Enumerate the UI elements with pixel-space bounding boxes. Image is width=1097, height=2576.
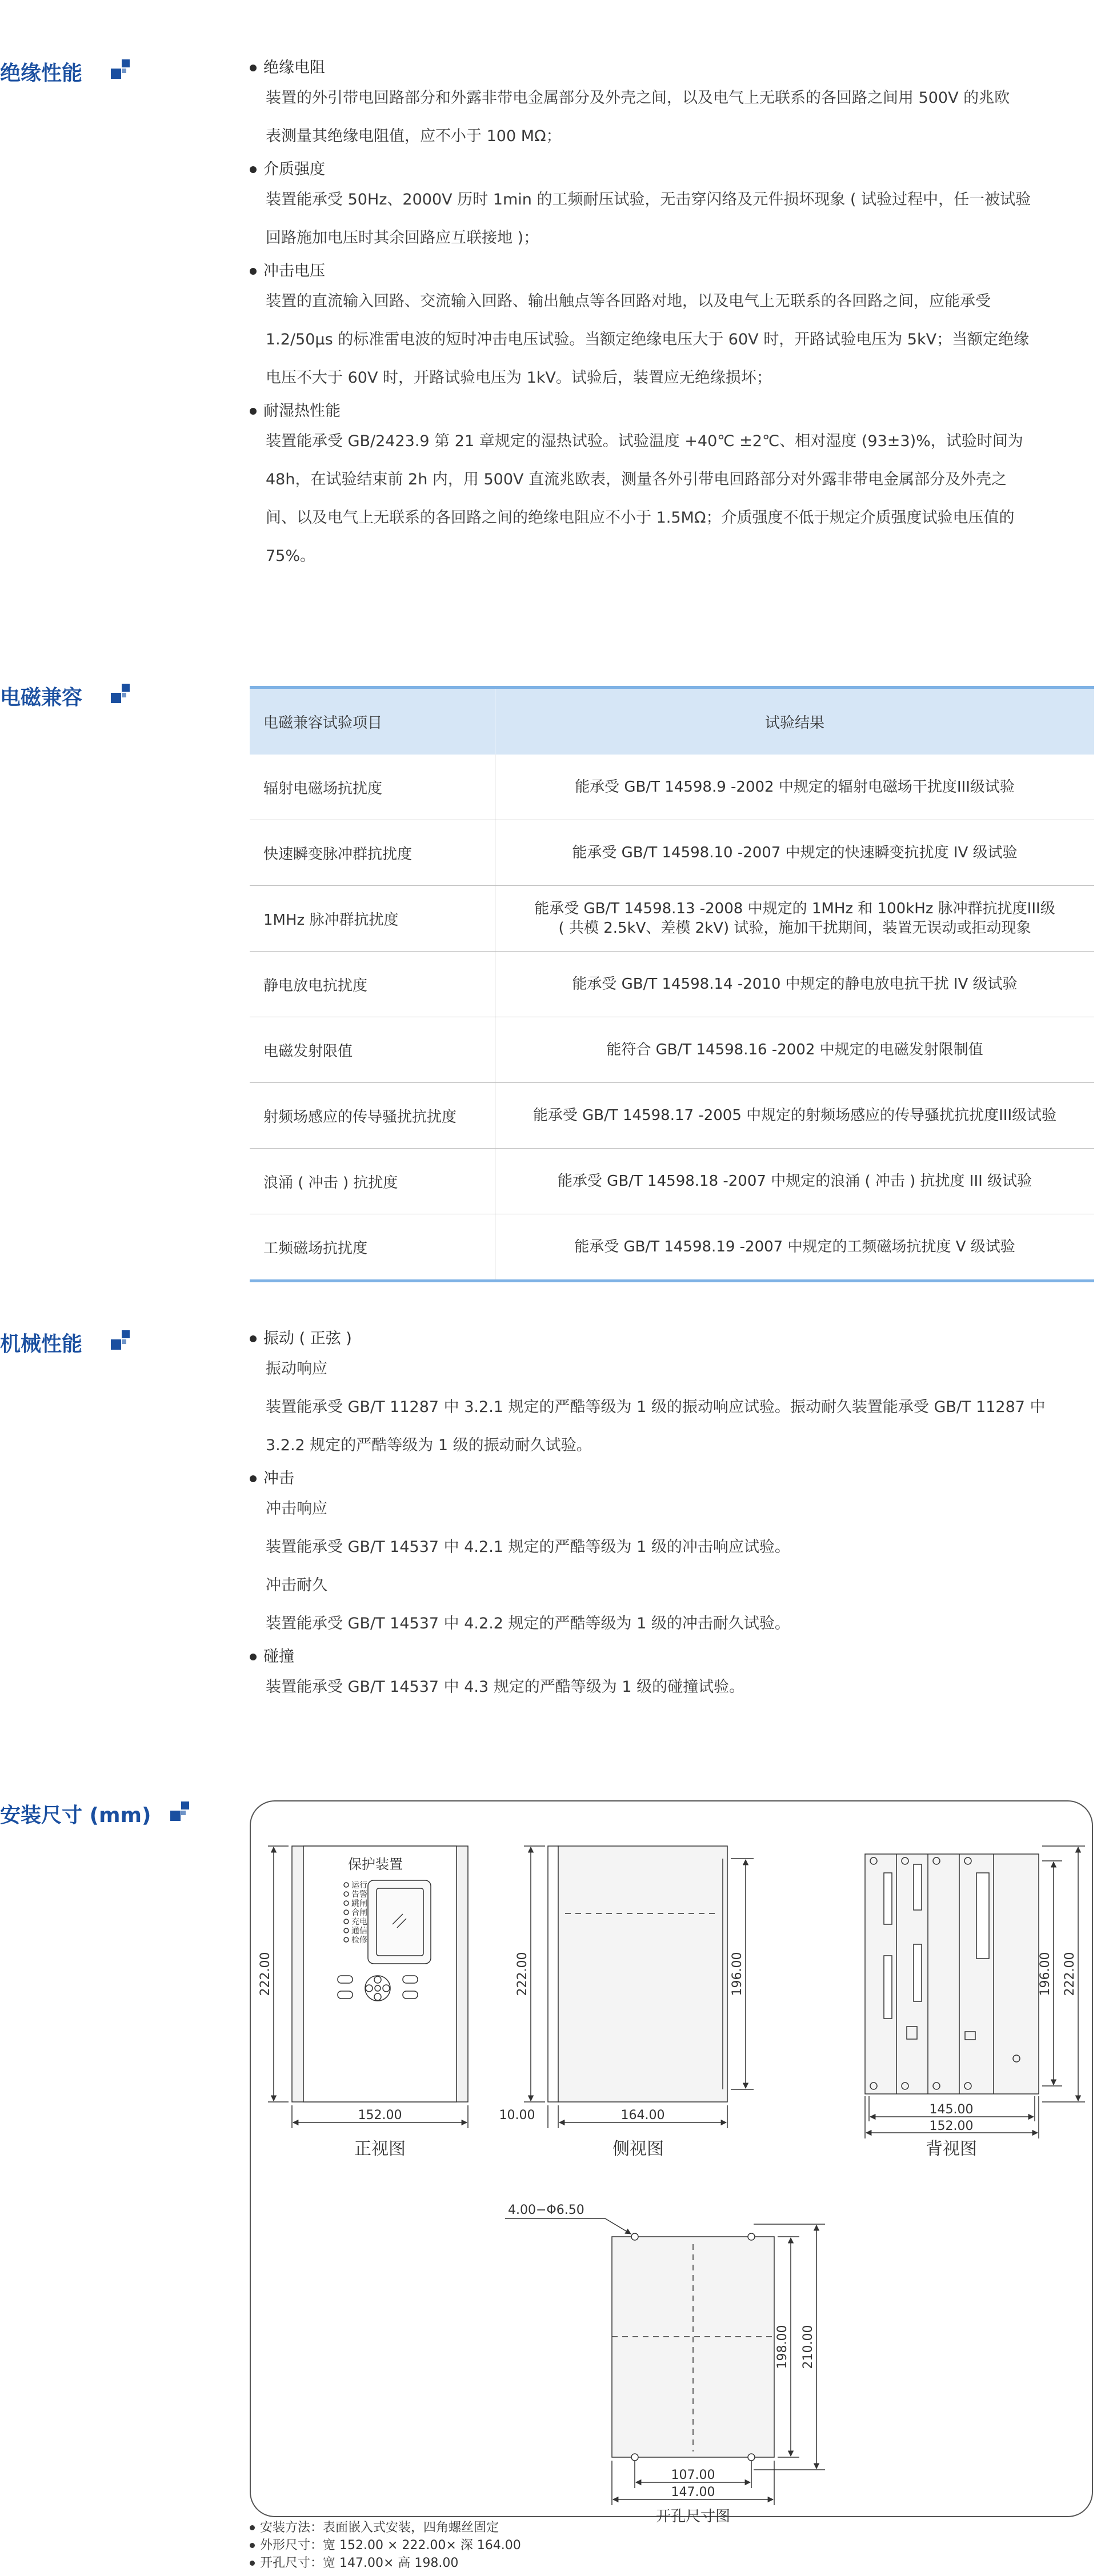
insulation-title: 绝缘性能 xyxy=(0,62,83,85)
insulation-item-text: 装置能承受 50Hz、2000V 历时 1min 的工频耐压试验，无击穿闪络及元件损坏现象 ( 试验过程中，任一被试验 回路施加电压时其余回路应互联接地 )； xyxy=(266,191,1031,247)
insulation-item-heading: 介质强度 xyxy=(250,159,1094,180)
emc-item: 浪涌 ( 冲击 ) 抗扰度 xyxy=(250,1149,495,1214)
cutout-width-dim: 147.00 xyxy=(671,2485,715,2499)
front-view-drawing xyxy=(268,1846,468,2128)
emc-result: 能承受 GB/T 14598.19 -2007 中规定的工频磁场抗扰度 V 级试验 xyxy=(495,1214,1095,1281)
mechanical-subheading: 冲击耐久 xyxy=(266,1576,327,1594)
section-marker-icon xyxy=(103,57,129,80)
table-row xyxy=(250,952,1094,1017)
installation-notes xyxy=(250,2519,1050,2572)
cutout-inner-height-dim: 198.00 xyxy=(775,2325,790,2369)
cutout-inner-width-dim: 107.00 xyxy=(671,2468,715,2482)
table-row xyxy=(250,1083,1094,1149)
mechanical-title: 机械性能 xyxy=(0,1333,83,1356)
table-row xyxy=(250,886,1094,952)
table-row xyxy=(250,1149,1094,1214)
mechanical-subheading: 冲击响应 xyxy=(266,1500,327,1518)
mechanical-item-text: 装置能承受 GB/T 14537 中 4.3 规定的严酷等级为 1 级的碰撞试验。 xyxy=(266,1678,745,1696)
front-led-label: 告警 xyxy=(351,1890,367,1899)
table-row xyxy=(250,1017,1094,1083)
front-height-dim: 222.00 xyxy=(258,1952,273,1996)
table-header-row xyxy=(250,688,1094,755)
back-view-caption: 背视图 xyxy=(926,2139,977,2159)
insulation-item-heading: 绝缘电阻 xyxy=(250,57,1094,79)
table-header-item: 电磁兼容试验项目 xyxy=(250,688,495,755)
side-depth-dim: 164.00 xyxy=(620,2108,665,2122)
front-view-caption: 正视图 xyxy=(354,2139,406,2159)
front-led-label: 通信 xyxy=(351,1927,367,1936)
insulation-item-text: 装置的直流输入回路、交流输入回路、输出触点等各回路对地，以及电气上无联系的各回路之间，应能承受 1.2/50μs 的标准雷电波的短时冲击电压试验。当额定绝缘电压大于 60V 时，开路试验电压为 5kV；当额定绝缘 电压不大于 60V 时，开路试验电压为 1kV。试验后，装置应无绝缘损坏； xyxy=(266,292,1030,387)
mechanical-item-text: 装置能承受 GB/T 14537 中 4.2.2 规定的严酷等级为 1 级的冲击耐久试验。 xyxy=(266,1615,790,1632)
emc-table xyxy=(250,686,1094,1282)
mechanical-item-text: 装置能承受 GB/T 11287 中 3.2.1 规定的严酷等级为 1 级的振动响应试验。振动耐久装置能承受 GB/T 11287 中 3.2.2 规定的严酷等级为 1 级的振动耐久试验。 xyxy=(266,1398,1046,1454)
emc-item: 射频场感应的传导骚扰抗扰度 xyxy=(250,1083,495,1149)
front-width-dim: 152.00 xyxy=(358,2108,402,2122)
installation-note: 开孔尺寸：宽 147.00× 高 198.00 xyxy=(250,2554,1050,2572)
dimension-drawing-frame xyxy=(250,1800,1093,2525)
table-row xyxy=(250,1214,1094,1281)
mechanical-item-heading: 振动 ( 正弦 ) xyxy=(250,1328,1094,1350)
emc-result: 能承受 GB/T 14598.13 -2008 中规定的 1MHz 和 100kHz 脉冲群抗扰度III级 ( 共模 2.5kV、差模 2kV) 试验，施加干扰期间，装置无误动或拒动现象 xyxy=(495,886,1095,952)
installation-note: 外形尺寸：宽 152.00 × 222.00× 深 164.00 xyxy=(250,2537,1050,2554)
front-device-label: 保护装置 xyxy=(348,1856,403,1872)
section-marker-icon xyxy=(162,1799,189,1822)
insulation-item-heading: 冲击电压 xyxy=(250,260,1094,282)
emc-item: 1MHz 脉冲群抗扰度 xyxy=(250,886,495,952)
emc-item: 工频磁场抗扰度 xyxy=(250,1214,495,1281)
mechanical-item-heading: 冲击 xyxy=(250,1468,1094,1490)
table-row xyxy=(250,755,1094,820)
front-led-label: 检修 xyxy=(351,1936,367,1945)
back-inner-height-dim: 196.00 xyxy=(1038,1952,1052,1996)
emc-item: 静电放电抗扰度 xyxy=(250,952,495,1017)
insulation-item-text: 装置的外引带电回路部分和外露非带电金属部分及外壳之间，以及电气上无联系的各回路之间用 500V 的兆欧 表测量其绝缘电阻值，应不小于 100 MΩ； xyxy=(266,89,1010,145)
side-front-depth-dim: 10.00 xyxy=(499,2108,535,2122)
emc-result: 能承受 GB/T 14598.18 -2007 中规定的浪涌 ( 冲击 ) 抗扰度 III 级试验 xyxy=(495,1149,1095,1214)
emc-title: 电磁兼容 xyxy=(0,686,83,709)
emc-result: 能符合 GB/T 14598.16 -2002 中规定的电磁发射限制值 xyxy=(495,1017,1095,1083)
cutout-caption: 开孔尺寸图 xyxy=(655,2508,731,2525)
insulation-content xyxy=(250,57,1094,575)
emc-result: 能承受 GB/T 14598.14 -2010 中规定的静电放电抗干扰 IV 级试验 xyxy=(495,952,1095,1017)
insulation-item-heading: 耐湿热性能 xyxy=(250,400,1094,422)
mechanical-item-text: 装置能承受 GB/T 14537 中 4.2.1 规定的严酷等级为 1 级的冲击响应试验。 xyxy=(266,1538,790,1556)
dimensions-title: 安装尺寸 (mm) xyxy=(0,1804,151,1827)
cutout-holes-dim: 4.00−Φ6.50 xyxy=(508,2203,584,2217)
emc-result: 能承受 GB/T 14598.17 -2005 中规定的射频场感应的传导骚扰抗扰度III级试验 xyxy=(495,1083,1095,1149)
dimension-drawings xyxy=(251,1801,1092,2525)
back-inner-width-dim: 145.00 xyxy=(929,2102,974,2117)
emc-result: 能承受 GB/T 14598.9 -2002 中规定的辐射电磁场干扰度III级试验 xyxy=(495,755,1095,820)
mechanical-item-heading: 碰撞 xyxy=(250,1646,1094,1668)
section-marker-icon xyxy=(103,681,129,704)
front-led-label: 运行 xyxy=(351,1881,367,1890)
back-height-dim: 222.00 xyxy=(1063,1952,1077,1996)
emc-item: 辐射电磁场抗扰度 xyxy=(250,755,495,820)
front-led-label: 合闸 xyxy=(351,1908,367,1917)
side-view-caption: 侧视图 xyxy=(612,2139,664,2159)
emc-item: 快速瞬变脉冲群抗扰度 xyxy=(250,820,495,886)
front-led-label: 充电 xyxy=(351,1917,367,1927)
table-header-result: 试验结果 xyxy=(495,688,1095,755)
installation-note: 安装方法：表面嵌入式安装，四角螺丝固定 xyxy=(250,2519,1050,2537)
mechanical-content xyxy=(250,1328,1094,1706)
side-height-dim: 222.00 xyxy=(515,1952,530,1996)
emc-result: 能承受 GB/T 14598.10 -2007 中规定的快速瞬变抗扰度 IV 级试验 xyxy=(495,820,1095,886)
back-width-dim: 152.00 xyxy=(929,2119,974,2133)
front-led-label: 跳闸 xyxy=(351,1899,367,1908)
section-marker-icon xyxy=(103,1328,129,1351)
table-row xyxy=(250,820,1094,886)
mechanical-subheading: 振动响应 xyxy=(266,1360,327,1378)
side-view-drawing xyxy=(524,1846,754,2128)
cutout-height-dim: 210.00 xyxy=(801,2325,815,2369)
insulation-item-text: 装置能承受 GB/2423.9 第 21 章规定的湿热试验。试验温度 +40℃ ±2℃、相对湿度 (93±3)%，试验时间为 48h，在试验结束前 2h 内，用 500V 直流兆欧表，测量各外引带电回路部分对外露非带电金属部分及外壳之 间、以及电气上无联系的各回路之间的绝缘电阻应不小于 1.5MΩ；介质强度不低于规定介质强度试验电压值的 75%。 xyxy=(266,432,1023,565)
side-inner-height-dim: 196.00 xyxy=(730,1952,744,1996)
emc-item: 电磁发射限值 xyxy=(250,1017,495,1083)
